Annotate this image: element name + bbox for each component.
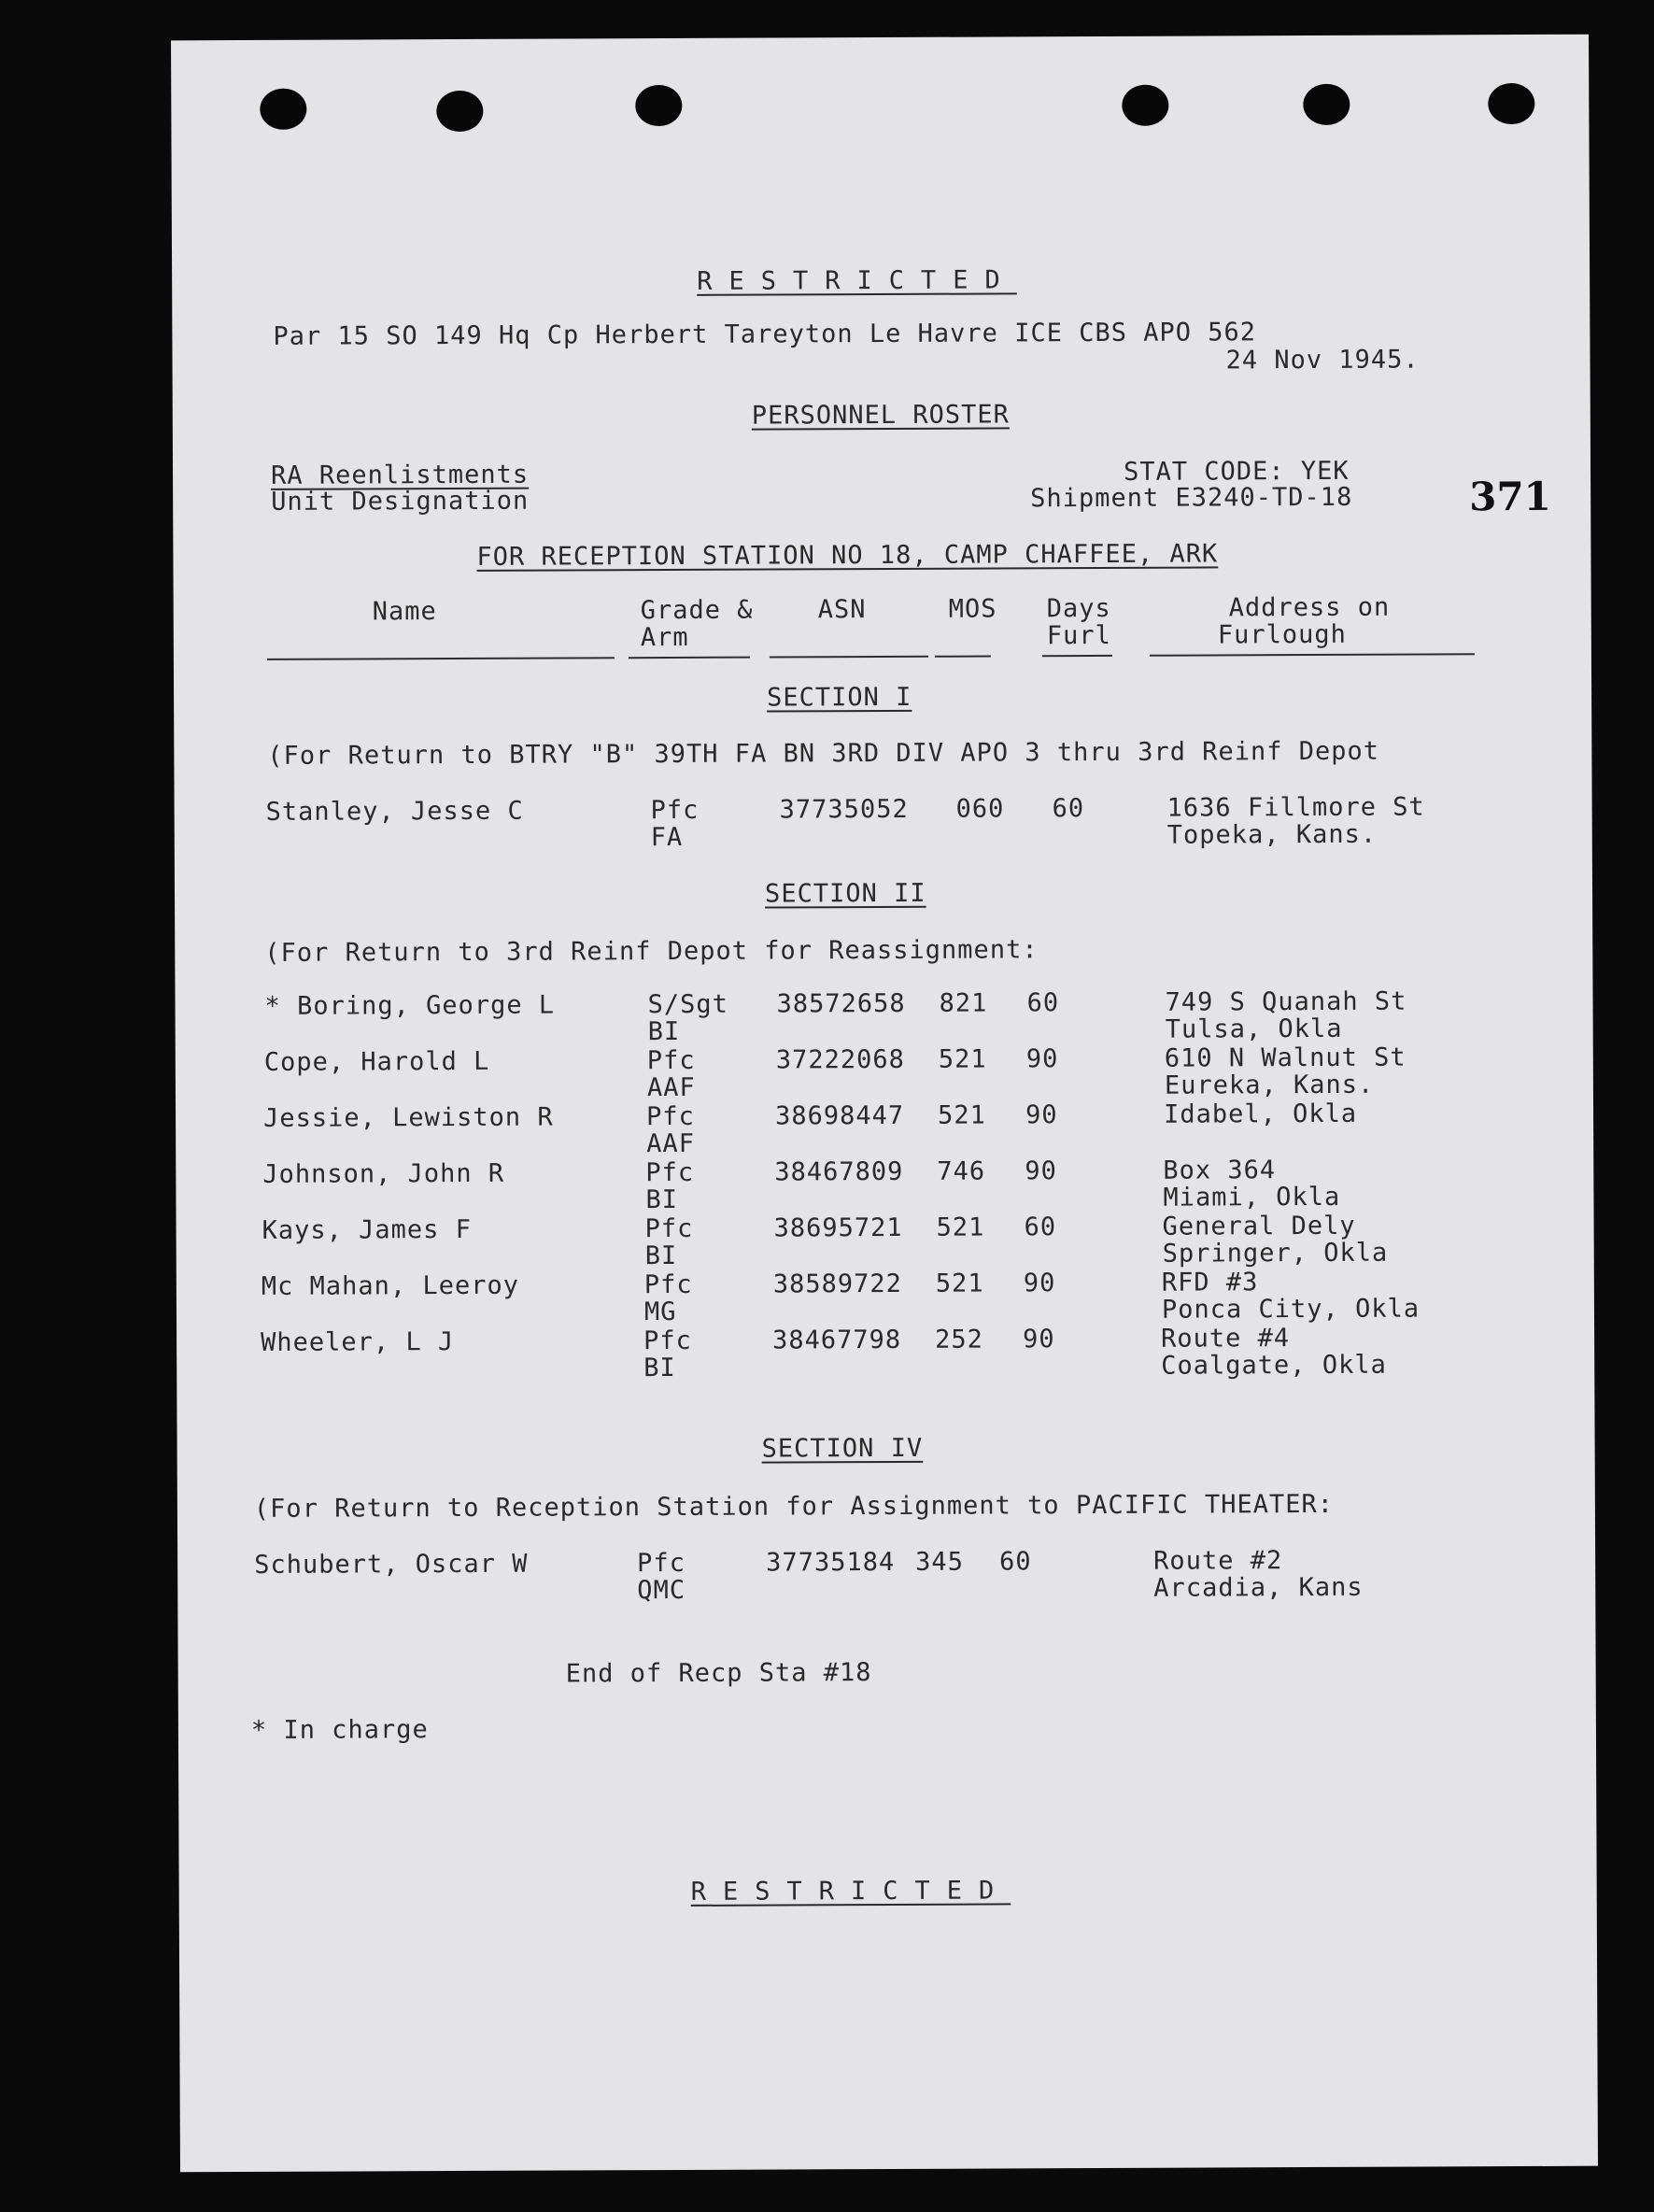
classification-top: RESTRICTED xyxy=(697,265,1017,296)
col-mos: MOS xyxy=(948,594,997,624)
cell-address-line2: Springer, Okla xyxy=(1162,1238,1389,1269)
reception-station-heading: FOR RECEPTION STATION NO 18, CAMP CHAFFEE, ARK xyxy=(476,539,1219,572)
header-rule xyxy=(629,657,750,659)
cell-arm: AAF xyxy=(646,1072,696,1103)
punch-hole xyxy=(260,89,306,130)
cell-grade: Pfc xyxy=(646,1045,696,1076)
cell-grade: Pfc xyxy=(645,1157,695,1188)
cell-name: * Boring, George L xyxy=(264,990,556,1021)
col-asn: ASN xyxy=(817,595,867,625)
col-grade-line1: Grade & xyxy=(640,595,754,626)
header-rule xyxy=(1042,655,1112,657)
section-note: (For Return to Reception Station for Assignment to PACIFIC THEATER: xyxy=(253,1489,1335,1524)
cell-mos: 821 xyxy=(939,988,988,1018)
header-rule xyxy=(770,656,928,659)
unit-type: RA Reenlistments xyxy=(270,460,530,490)
cell-asn: 38467798 xyxy=(772,1325,902,1355)
cell-mos: 746 xyxy=(937,1156,986,1186)
cell-arm: QMC xyxy=(637,1575,686,1606)
cell-address-line1: Box 364 xyxy=(1163,1156,1277,1185)
cell-days: 90 xyxy=(1025,1100,1058,1130)
cell-name: Kays, James F xyxy=(262,1214,472,1245)
cell-asn: 38695721 xyxy=(773,1212,903,1243)
cell-address-line2: Tulsa, Okla xyxy=(1165,1014,1343,1044)
cell-asn: 38467809 xyxy=(774,1156,904,1187)
cell-name: Mc Mahan, Leeroy xyxy=(261,1270,520,1301)
orders-line: Par 15 SO 149 Hq Cp Herbert Tareyton Le Havre ICE CBS APO 562 xyxy=(273,318,1257,351)
cell-mos: 521 xyxy=(936,1212,985,1242)
cell-mos: 521 xyxy=(938,1044,987,1074)
cell-grade: Pfc xyxy=(643,1269,693,1300)
punch-hole xyxy=(436,91,483,132)
cell-arm: BI xyxy=(645,1184,679,1215)
cell-address-line2: Coalgate, Okla xyxy=(1161,1350,1387,1381)
cell-grade: Pfc xyxy=(644,1213,694,1244)
document-date: 24 Nov 1945. xyxy=(1225,345,1420,376)
cell-arm: BI xyxy=(647,1016,681,1047)
cell-days: 60 xyxy=(1052,794,1085,824)
section-title: SECTION II xyxy=(764,878,926,909)
cell-arm: MG xyxy=(643,1297,677,1327)
col-name: Name xyxy=(372,597,437,627)
unit-designation: Unit Designation xyxy=(271,486,530,517)
cell-address-line2: Arcadia, Kans xyxy=(1153,1572,1364,1603)
shipment-number: Shipment E3240-TD-18 xyxy=(1030,482,1353,514)
section-title: SECTION IV xyxy=(761,1433,924,1464)
cell-grade: Pfc xyxy=(650,795,700,826)
cell-mos: 345 xyxy=(915,1547,964,1577)
punch-hole xyxy=(1488,83,1534,124)
cell-address-line1: General Dely xyxy=(1162,1211,1356,1241)
cell-name: Jessie, Lewiston R xyxy=(262,1102,554,1133)
cell-address-line1: RFD #3 xyxy=(1161,1268,1259,1297)
cell-mos: 060 xyxy=(955,794,1005,824)
cell-address-line2: Eureka, Kans. xyxy=(1164,1070,1375,1100)
cell-grade: Pfc xyxy=(643,1326,692,1356)
cell-arm: FA xyxy=(650,822,684,853)
cell-address-line1: 610 N Walnut St xyxy=(1164,1042,1407,1073)
cell-mos: 521 xyxy=(937,1100,986,1130)
cell-mos: 521 xyxy=(935,1269,984,1298)
cell-grade: Pfc xyxy=(637,1548,686,1579)
cell-arm: BI xyxy=(644,1241,678,1271)
cell-name: Stanley, Jesse C xyxy=(265,796,524,827)
cell-grade: S/Sgt xyxy=(647,989,728,1020)
cell-asn: 38589722 xyxy=(772,1269,902,1299)
cell-mos: 252 xyxy=(935,1325,983,1354)
cell-days: 90 xyxy=(1025,1156,1057,1186)
cell-address-line2: Ponca City, Okla xyxy=(1161,1294,1421,1325)
cell-arm: BI xyxy=(643,1353,676,1383)
document-page xyxy=(171,35,1598,2173)
cell-address-line2: Miami, Okla xyxy=(1163,1182,1341,1212)
punch-hole xyxy=(1122,85,1168,126)
cell-asn: 37735052 xyxy=(779,794,909,825)
cell-address-line1: 749 S Quanah St xyxy=(1165,986,1407,1017)
cell-name: Cope, Harold L xyxy=(263,1046,490,1077)
header-rule xyxy=(1150,653,1475,657)
roster-title: PERSONNEL ROSTER xyxy=(751,400,1010,431)
cell-arm: AAF xyxy=(646,1128,696,1159)
col-days-line2: Furl xyxy=(1046,620,1111,651)
cell-asn: 38572658 xyxy=(776,988,906,1019)
section-title: SECTION I xyxy=(767,682,912,713)
classification-bottom: RESTRICTED xyxy=(690,1876,1011,1907)
col-days-line1: Days xyxy=(1046,593,1111,624)
cell-asn: 37735184 xyxy=(766,1547,896,1578)
section-note: (For Return to 3rd Reinf Depot for Reassignment: xyxy=(264,935,1039,968)
cell-address-line2: Topeka, Kans. xyxy=(1166,819,1378,850)
cell-address-line1: Route #2 xyxy=(1153,1546,1283,1576)
stat-code: STAT CODE: YEK xyxy=(1123,456,1350,487)
cell-name: Schubert, Oscar W xyxy=(254,1549,529,1580)
punch-hole xyxy=(635,85,682,126)
cell-address-line1: Route #4 xyxy=(1161,1324,1291,1354)
end-of-station-line: End of Recp Sta #18 xyxy=(565,1658,872,1689)
header-rule xyxy=(267,657,615,660)
cell-name: Johnson, John R xyxy=(262,1158,505,1189)
punch-hole xyxy=(1303,84,1350,125)
col-address-line2: Furlough xyxy=(1217,619,1347,650)
cell-grade: Pfc xyxy=(645,1101,695,1132)
cell-days: 90 xyxy=(1025,1044,1059,1074)
section-note: (For Return to BTRY "B" 39TH FA BN 3RD DIV APO 3 thru 3rd Reinf Depot xyxy=(267,736,1380,771)
in-charge-note: * In charge xyxy=(250,1715,429,1745)
cell-address-line1: 1636 Fillmore St xyxy=(1166,792,1425,823)
page-number: 371 xyxy=(1469,473,1551,520)
cell-days: 60 xyxy=(999,1547,1032,1577)
cell-asn: 38698447 xyxy=(774,1100,905,1131)
col-grade-line2: Arm xyxy=(640,622,689,653)
cell-days: 60 xyxy=(1026,988,1060,1018)
header-rule xyxy=(935,655,991,657)
cell-name: Wheeler, L J xyxy=(261,1327,455,1357)
cell-days: 90 xyxy=(1023,1269,1056,1298)
cell-days: 90 xyxy=(1023,1325,1055,1354)
cell-address-line1: Idabel, Okla xyxy=(1163,1099,1358,1129)
cell-days: 60 xyxy=(1024,1212,1057,1242)
cell-asn: 37222068 xyxy=(775,1044,905,1075)
col-address-line1: Address on xyxy=(1228,592,1391,623)
